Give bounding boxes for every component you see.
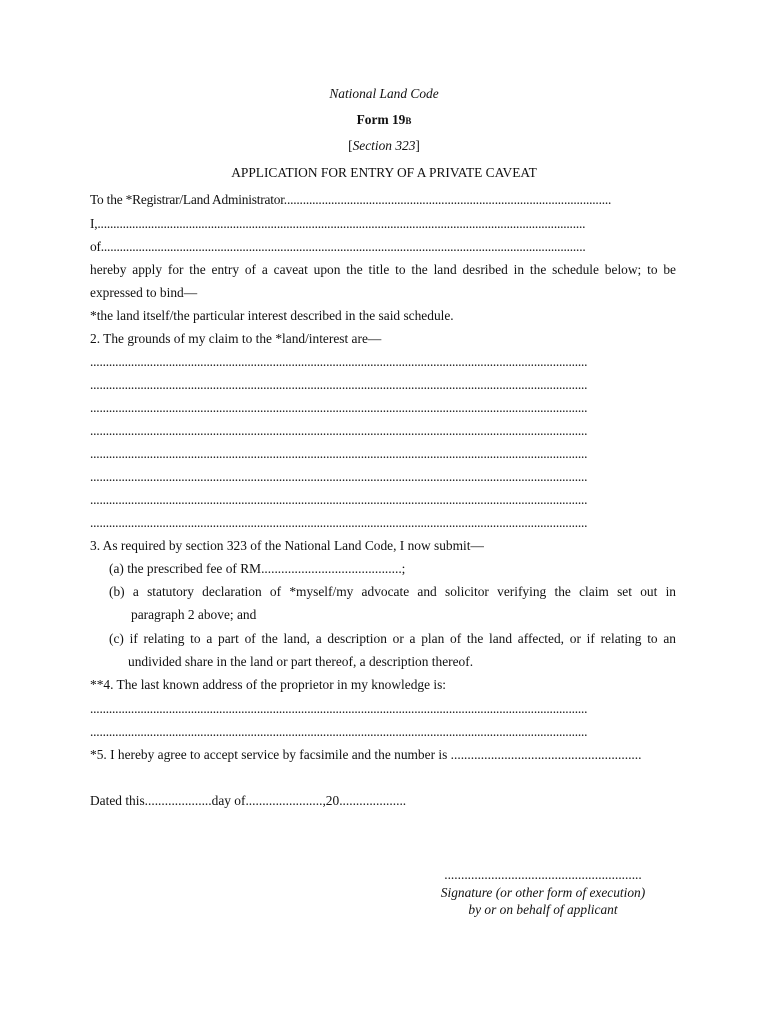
item-a-fee[interactable]: (a) the prescribed fee of RM..........................................; (109, 561, 406, 576)
grounds-line[interactable]: .............................................................................................................................................................. (90, 423, 588, 438)
address-line[interactable]: .............................................................................................................................................................. (90, 724, 588, 739)
application-title: APPLICATION FOR ENTRY OF A PRIVATE CAVEAT (231, 165, 537, 180)
grounds-line[interactable]: .............................................................................................................................................................. (90, 515, 588, 530)
form-suffix: B (405, 116, 412, 126)
code-heading: National Land Code (329, 86, 439, 101)
section-label: Section 323 (352, 138, 416, 153)
facsimile-line[interactable]: *5. I hereby agree to accept service by facsimile and the number is ......................................................... (90, 747, 642, 762)
item-b-line-1: (b) a statutory declaration of *myself/my advocate and solicitor verifying the claim set out in (109, 584, 676, 599)
form-title (0, 112, 768, 129)
signature-caption: Signature (or other form of execution) (440, 885, 646, 900)
section-reference (0, 138, 768, 154)
applicant-name-line[interactable]: I,........................................................................................................................................................... (90, 216, 586, 231)
grounds-line[interactable]: .............................................................................................................................................................. (90, 377, 588, 392)
address-line[interactable]: .............................................................................................................................................................. (90, 701, 588, 716)
grounds-line[interactable]: .............................................................................................................................................................. (90, 354, 588, 369)
grounds-line[interactable]: .............................................................................................................................................................. (90, 446, 588, 461)
signature-caption-applicant: by or on behalf of applicant (468, 902, 618, 917)
dated-line[interactable]: Dated this....................day of.......................,20.................... (90, 793, 407, 808)
address-heading: **4. The last known address of the proprietor in my knowledge is: (90, 677, 447, 692)
item-b-line-2: paragraph 2 above; and (131, 607, 257, 622)
section-open-bracket: [ (348, 138, 353, 153)
signature-line[interactable]: ........................................................... (444, 867, 642, 882)
apply-text-line-2: expressed to bind— (90, 285, 198, 300)
grounds-line[interactable]: .............................................................................................................................................................. (90, 469, 588, 484)
section-close-bracket: ] (415, 138, 420, 153)
form-label: Form 19 (356, 112, 406, 127)
applicant-address-line[interactable]: of.......................................................................................................................................................... (90, 239, 586, 254)
apply-text-line-1: hereby apply for the entry of a caveat upon the title to the land desribed in the schedule below; to be (90, 262, 676, 277)
item-c-line-1: (c) if relating to a part of the land, a description or a plan of the land affected, or if relating to an (109, 631, 676, 646)
grounds-line[interactable]: .............................................................................................................................................................. (90, 492, 588, 507)
grounds-heading: 2. The grounds of my claim to the *land/interest are— (90, 331, 382, 346)
submit-heading: 3. As required by section 323 of the National Land Code, I now submit— (90, 538, 484, 553)
bind-text: *the land itself/the particular interest described in the said schedule. (90, 308, 454, 323)
to-registrar-line[interactable]: To the *Registrar/Land Administrator........................................................................................................ (90, 192, 612, 207)
item-c-line-2: undivided share in the land or part thereof, a description thereof. (128, 654, 474, 669)
grounds-line[interactable]: .............................................................................................................................................................. (90, 400, 588, 415)
